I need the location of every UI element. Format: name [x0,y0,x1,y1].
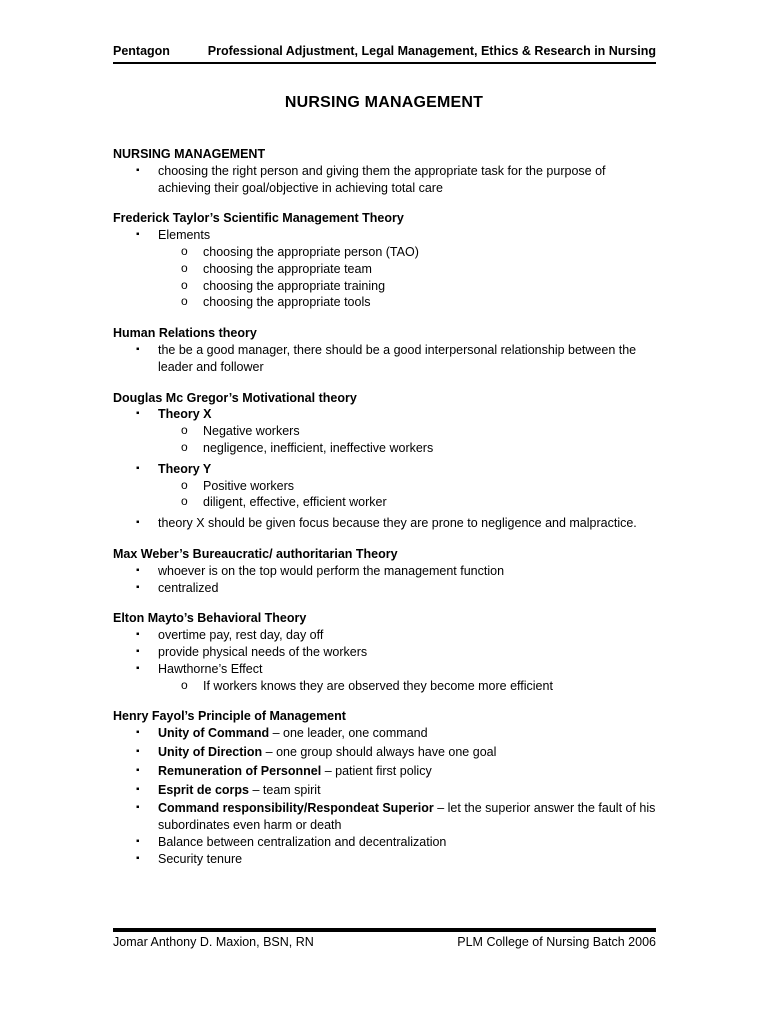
section-nursing-management [113,146,658,196]
list-item: ▪ Command responsibility/Respondeat Superior – let the superior answer the fault of his subordinates even harm or death [136,801,656,833]
list-item: ▪ whoever is on the top would perform the management function [136,563,505,578]
section-title: Douglas Mc Gregor’s Motivational theory [113,390,357,405]
sub-list-item: o Positive workers [181,477,294,493]
sub-list-item: o choosing the appropriate tools [181,294,371,310]
circle-bullet-icon: o [181,423,188,438]
circle-bullet-icon: o [181,494,188,509]
bullet-icon: ▪ [136,727,140,739]
section-human-relations [113,325,658,375]
footer-institution: PLM College of Nursing Batch 2006 [457,935,656,949]
list-item: ▪ Theory Y o Positive workers o diligent, effective, efficient worker [113,461,658,511]
circle-bullet-icon: o [181,243,188,258]
sub-list-item: o Negative workers [181,423,300,439]
section-title: Elton Mayto’s Behavioral Theory [113,611,307,626]
footer-author: Jomar Anthony D. Maxion, BSN, RN [113,935,314,949]
bullet-icon: ▪ [136,564,140,576]
bullet-icon: ▪ [136,764,140,776]
section-weber [113,546,658,596]
section-mcgregor [113,390,658,532]
circle-bullet-icon: o [181,294,188,309]
sub-list-item: o diligent, effective, efficient worker [181,494,387,510]
bullet-icon: ▪ [136,343,140,355]
circle-bullet-icon: o [181,439,188,454]
list-item: ▪ Theory X o Negative workers o negligence, inefficient, ineffective workers [113,406,658,456]
header-rule [113,62,656,64]
list-item: ▪ centralized [136,580,219,595]
list-item: ▪ provide physical needs of the workers [136,644,368,659]
section-title: NURSING MANAGEMENT [113,147,266,161]
circle-bullet-icon: o [181,477,188,492]
list-item: ▪ the be a good manager, there should be a good interpersonal relationship between the leader and follower [136,342,637,374]
bullet-icon: ▪ [136,662,140,674]
bullet-icon: ▪ [136,229,140,241]
bullet-icon: ▪ [136,783,140,795]
section-title: Henry Fayol’s Principle of Management [113,709,346,724]
list-item: ▪ Esprit de corps – team spirit [136,782,321,797]
bullet-icon: ▪ [136,835,140,847]
list-item: ▪ Balance between centralization and decentralization [136,834,447,849]
sub-list-item: o choosing the appropriate person (TAO) [181,243,419,259]
section-fayol [113,708,658,867]
section-mayo [113,610,658,694]
bullet-icon: ▪ [136,581,140,593]
section-title: Max Weber’s Bureaucratic/ authoritarian Theory [113,546,398,561]
section-title: Human Relations theory [113,326,257,341]
list-item: ▪ Unity of Command – one leader, one command [136,726,428,741]
list-item: ▪ Security tenure [136,851,243,866]
bullet-icon: ▪ [136,802,140,814]
circle-bullet-icon: o [181,677,188,692]
bullet-icon: ▪ [136,745,140,757]
sub-list-item: o choosing the appropriate training [181,277,386,293]
circle-bullet-icon: o [181,277,188,292]
header-left: Pentagon [113,44,170,58]
circle-bullet-icon: o [181,260,188,275]
list-item: ▪ Elements o choosing the appropriate person (TAO) o choosing the appropriate team o choosing the appropriate training o choosing the appropriate tools [113,227,658,311]
sub-list-item: o negligence, inefficient, ineffective workers [181,439,434,455]
footer-rule [113,928,656,932]
document-body [113,146,658,881]
sub-list-item: o choosing the appropriate team [181,260,372,276]
header-right: Professional Adjustment, Legal Management, Ethics & Research in Nursing [207,44,656,58]
section-taylor [113,210,658,311]
list-item: ▪ choosing the right person and giving them the appropriate task for the purpose of achieving their goal/objective in achieving total care [136,163,606,195]
bullet-icon: ▪ [136,164,140,176]
bullet-icon: ▪ [136,852,140,864]
bullet-icon: ▪ [136,645,140,657]
bullet-icon: ▪ [136,408,140,420]
bullet-icon: ▪ [136,629,140,641]
page-header [113,44,656,62]
list-item: ▪ theory X should be given focus because they are prone to negligence and malpractice. [136,516,637,531]
section-title: Frederick Taylor’s Scientific Management Theory [113,211,404,226]
sub-list-item: o If workers knows they are observed they become more efficient [181,677,553,693]
bullet-icon: ▪ [136,462,140,474]
page-title: NURSING MANAGEMENT [284,94,484,111]
bullet-icon: ▪ [136,517,140,529]
list-item: ▪ Hawthorne’s Effect o If workers knows they are observed they become more efficient [113,661,658,695]
list-item: ▪ Unity of Direction – one group should always have one goal [136,744,497,759]
list-item: ▪ overtime pay, rest day, day off [136,628,324,643]
list-item: ▪ Remuneration of Personnel – patient first policy [136,763,432,778]
